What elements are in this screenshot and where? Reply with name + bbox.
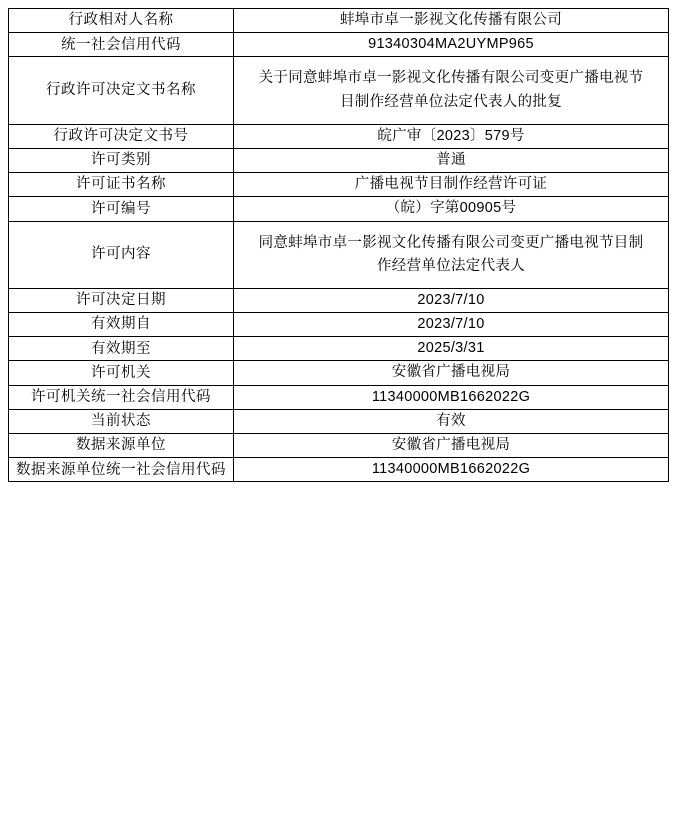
row-value-cell: [234, 313, 669, 337]
row-label-text: 数据来源单位统一社会信用代码: [16, 461, 226, 478]
row-label-cell: [9, 458, 234, 482]
row-label-cell: [9, 124, 234, 148]
row-label-cell: [9, 409, 234, 433]
row-value-text: （皖）字第00905号: [385, 200, 517, 217]
table-body: [9, 9, 669, 482]
row-label-cell: [9, 33, 234, 57]
row-label-cell: [9, 361, 234, 385]
row-value-text: 蚌埠市卓一影视文化传播有限公司: [340, 12, 562, 28]
license-info-table: [8, 8, 669, 482]
row-label-text: 行政许可决定文书号: [53, 128, 189, 145]
table-row: [9, 288, 669, 312]
table-row: [9, 313, 669, 337]
row-value-cell: [234, 33, 669, 57]
row-value-text: 11340000MB1662022G: [371, 388, 531, 405]
table-row: [9, 458, 669, 482]
row-value-cell: [234, 361, 669, 385]
row-value-cell: [234, 124, 669, 148]
table-row: [9, 197, 669, 221]
row-value-cell: [234, 434, 669, 458]
table-row: [9, 337, 669, 361]
row-label-text: 有效期至: [91, 340, 151, 357]
row-value-text: 安徽省广播电视局: [391, 364, 511, 381]
row-value-text: 广播电视节目制作经营许可证: [354, 176, 548, 193]
row-label-cell: [9, 57, 234, 124]
table-row: [9, 221, 669, 288]
row-label-text: 许可类别: [91, 152, 151, 169]
row-label-cell: [9, 148, 234, 172]
row-value-text: 安徽省广播电视局: [391, 437, 511, 453]
row-value-cell: [234, 288, 669, 312]
row-label-cell: [9, 197, 234, 221]
row-label-cell: [9, 337, 234, 361]
row-label-cell: [9, 173, 234, 197]
table-row: [9, 434, 669, 458]
row-value-text: 2025/3/31: [417, 340, 485, 357]
row-value-cell: [234, 409, 669, 433]
row-label-text: 许可决定日期: [76, 292, 166, 309]
row-value-cell: [234, 57, 669, 124]
row-value-text: 11340000MB1662022G: [371, 461, 531, 478]
row-label-text: 许可机关: [91, 364, 151, 381]
row-value-text: 91340304MA2UYMP965: [368, 36, 534, 53]
table-row: [9, 173, 669, 197]
table-row: [9, 9, 669, 33]
table-row: [9, 385, 669, 409]
table-row: [9, 148, 669, 172]
table-row: [9, 124, 669, 148]
row-value-text: 皖广审〔2023〕579号: [377, 127, 525, 144]
row-value-cell: [234, 173, 669, 197]
row-label-cell: [9, 9, 234, 33]
row-value-text: 普通: [436, 151, 466, 168]
row-label-text: 许可内容: [91, 246, 151, 263]
row-value-cell: [234, 148, 669, 172]
row-value-text: 同意蚌埠市卓一影视文化传播有限公司变更广播电视节目制作经营单位法定代表人: [258, 234, 644, 274]
row-label-cell: [9, 288, 234, 312]
table-row: [9, 409, 669, 433]
row-label-text: 许可编号: [91, 200, 151, 217]
row-label-text: 当前状态: [91, 413, 151, 430]
row-label-text: 数据来源单位: [76, 437, 166, 454]
row-label-cell: [9, 434, 234, 458]
row-label-text: 行政许可决定文书名称: [46, 82, 196, 99]
row-label-text: 有效期自: [91, 316, 151, 333]
row-label-text: 行政相对人名称: [68, 12, 174, 29]
row-value-cell: [234, 9, 669, 33]
row-value-cell: [234, 197, 669, 221]
table-row: [9, 361, 669, 385]
table-row: [9, 33, 669, 57]
row-label-cell: [9, 385, 234, 409]
row-label-cell: [9, 221, 234, 288]
row-label-text: 许可证书名称: [76, 176, 166, 193]
row-label-text: 统一社会信用代码: [61, 36, 181, 53]
row-value-cell: [234, 221, 669, 288]
row-value-cell: [234, 458, 669, 482]
row-label-text: 许可机关统一社会信用代码: [31, 388, 211, 405]
row-value-cell: [234, 337, 669, 361]
row-value-text: 2023/7/10: [417, 291, 485, 308]
table-row: [9, 57, 669, 124]
row-value-text: 有效: [436, 412, 466, 429]
row-value-text: 2023/7/10: [417, 316, 485, 333]
row-value-cell: [234, 385, 669, 409]
row-label-cell: [9, 313, 234, 337]
row-value-text: 关于同意蚌埠市卓一影视文化传播有限公司变更广播电视节目制作经营单位法定代表人的批复: [258, 70, 644, 110]
